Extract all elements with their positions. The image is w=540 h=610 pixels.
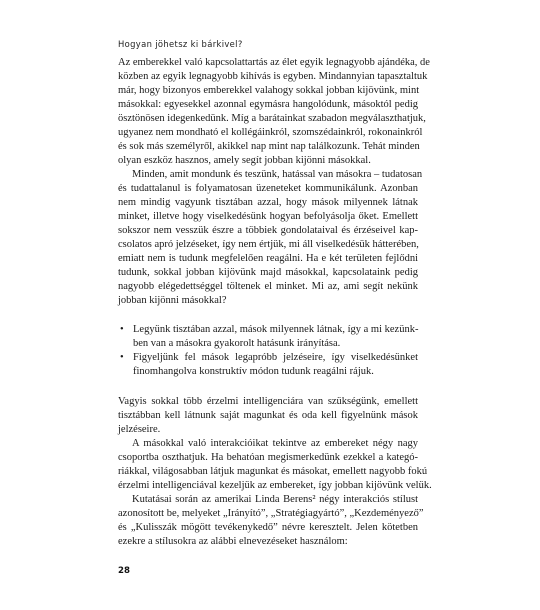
text-line: nem mindig vagyunk tisztában azzal, hogy mások milyennek látnak — [118, 197, 418, 208]
text-line: Az emberekkel való kapcsolattartás az élet egyik legnagyobb ajándéka, de — [118, 57, 430, 68]
page-number: 28 — [118, 566, 130, 576]
text-line: tisztábban kell látnunk saját magunkat és oda kell figyelnünk mások — [118, 410, 418, 421]
text-line: ezekre a stílusokra az alábbi elnevezéseket használom: — [118, 536, 348, 547]
bullet-item-line: Figyeljünk fel mások legapróbb jelzéseire, így viselkedésünket — [133, 352, 418, 363]
text-line: csoportba oszthatjuk. Ha behatóan megismerkedünk ezekkel a kategó- — [118, 452, 418, 463]
text-line: emiatt nem is tudunk megfelelően reagálni. Ha e két területen fejlődni — [118, 253, 418, 264]
running-header: Hogyan jöhetsz ki bárkivel? — [118, 39, 243, 49]
bullet-item-line: Legyünk tisztában azzal, mások milyennek látnak, így a mi kezünk- — [133, 324, 419, 335]
text-line: azonosított be, melyeket „Irányító”, „Stratégiagyártó”, „Kezdeményező” — [118, 508, 424, 519]
text-line: olyan eszköz hasznos, amely segít jobban kijönni másokkal. — [118, 155, 371, 166]
text-line: közben az egyik legnagyobb kihívás is egyben. Mindannyian tapasztaltuk — [118, 71, 428, 82]
text-line: már, hogy bizonyos emberekkel valahogy sokkal jobban kijövünk, mint — [118, 85, 420, 96]
text-line: és „Kulisszák mögött tevékenykedő” névre keresztelt. Jelen kötetben — [118, 522, 418, 533]
text-line: ösztönösen idegenkedünk. Míg a barátainkat szabadon megválaszthatjuk, — [118, 113, 426, 124]
text-line: Kutatásai során az amerikai Linda Berens² négy interakciós stílust — [132, 494, 418, 505]
text-line: ugyanez nem mondható el kollégáinkról, szomszédainkról, rokonainkról — [118, 127, 423, 138]
text-line: csolatos apró jelzéseket, így nem értjük, mi áll viselkedésük hátterében, — [118, 239, 419, 250]
bullet-marker: • — [120, 324, 124, 335]
text-line: érzelmi intelligenciával kezeljük az embereket, így jobban kijövünk velük. — [118, 480, 432, 491]
text-line: A másokkal való interakcióikat tekintve az embereket négy nagy — [132, 438, 418, 449]
bullet-item-line: ben van a másokra gyakorolt hatásunk irányítása. — [133, 338, 341, 349]
text-line: és tudattalanul is folyamatosan üzeneteket kommunikálunk. Azonban — [118, 183, 418, 194]
text-line: Vagyis sokkal több érzelmi intelligenciára van szükségünk, emellett — [118, 396, 418, 407]
text-line: és sok más személyről, akikkel nap mint nap találkozunk. Tehát minden — [118, 141, 420, 152]
text-line: másokkal: egyesekkel azonnal egymásra hangolódunk, másoktól pedig — [118, 99, 418, 110]
bullet-marker: • — [120, 352, 124, 363]
text-line: nagyobb elégedettséggel töltenek el minket. Mi az, ami segít nekünk — [118, 281, 418, 292]
text-line: minket, illetve hogy viselkedésünk hogyan befolyásolja őket. Emellett — [118, 211, 418, 222]
text-line: jobban kijönni másokkal? — [118, 295, 227, 306]
text-line: sokszor nem vesszük észre a többiek gondolataival és érzéseivel kap- — [118, 225, 418, 236]
text-line: jelzéseire. — [118, 424, 161, 435]
text-line: riákkal, világosabban látjuk magunkat és másokat, emellett nagyobb fokú — [118, 466, 428, 477]
bullet-item-line: finomhangolva konstruktív módon tudunk reagálni rájuk. — [133, 366, 374, 377]
text-line: tudunk, sokkal jobban kijövünk majd másokkal, kapcsolataink pedig — [118, 267, 418, 278]
text-line: Minden, amit mondunk és teszünk, hatással van másokra – tudatosan — [132, 169, 423, 180]
